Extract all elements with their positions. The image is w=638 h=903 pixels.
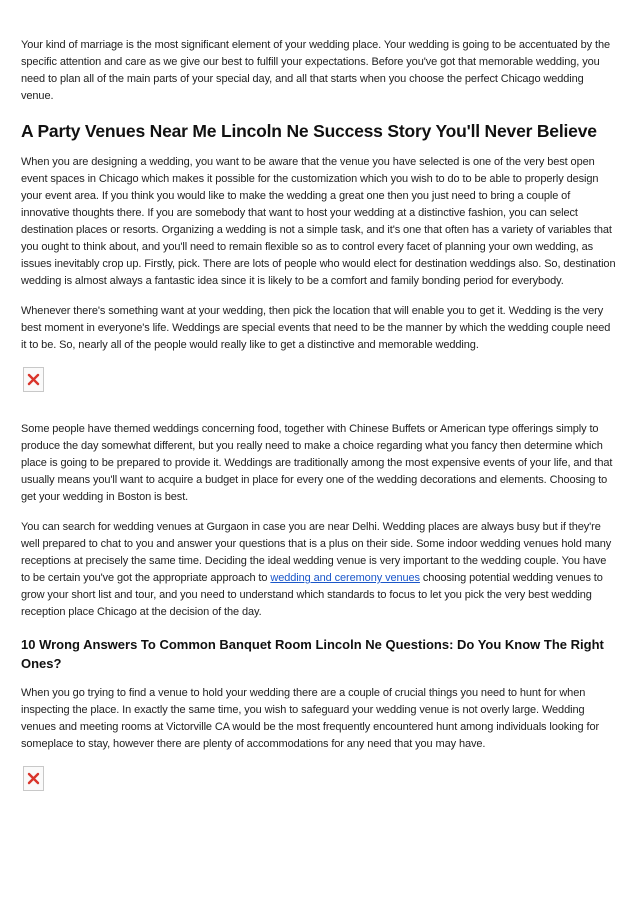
body-paragraph-4: [21, 519, 618, 621]
body-paragraph-2: Whenever there's something want at your wedding, then pick the location that will enable you to get it. Wedding is the very best moment in everyone's life. Weddings are special events that need to be the manner by which the wedding couple need it to be. So, nearly all of the people would really like to get a distinctive and memorable wedding.: [21, 305, 611, 351]
body-paragraph-5: When you go trying to find a venue to hold your wedding there are a couple of crucial things you need to hunt for when inspecting the place. In exactly the same time, you wish to safeguard your wedding venue is not overly large. Wedding venues and meeting rooms at Victorville CA would be the most frequently encountered hunt among individuals looking for someplace to stay, however there are plenty of accommodations for any need that you may have.: [21, 687, 600, 750]
body-paragraph-3: Some people have themed weddings concerning food, together with Chinese Buffets or American type offerings simply to produce the day somewhat different, but you really need to make a choice regarding what you fancy then determine which place is going to be prepared to provide it. Weddings are traditionally among the most expensive events of your life, and that usually means you'll want to acquire a budget in place for every one of the wedding decorations and elements. Choosing to get your wedding in Boston is best.: [21, 423, 613, 503]
broken-image-icon: [23, 766, 44, 791]
body-paragraph-1: When you are designing a wedding, you want to be aware that the venue you have selected is one of the very best open event spaces in Chicago which makes it possible for the customization which you wish to do to be able to properly design your event area. If you think you would like to make the wedding a great one then you just need to bring a couple of innovative thoughts there. If you are somebody that want to host your wedding at a distinctive fashion, you can select destination places or resorts. Organizing a wedding is not a simple task, and it's one that often has a variety of variables that you ought to think about, and you'll need to remain flexible so as to control every facet of planning your own wedding, as issues inevitably crop up. Firstly, pick. There are lots of people who would elect for destination weddings also. So, destination wedding is almost always a fantastic idea since it is likely to be a comfort and family bonding period for everybody.: [21, 156, 616, 287]
broken-image-x-icon: [27, 772, 40, 785]
wedding-venues-link[interactable]: wedding and ceremony venues: [270, 572, 420, 584]
section-heading-party-venues: A Party Venues Near Me Lincoln Ne Success Story You'll Never Believe: [21, 121, 597, 141]
broken-image-x-icon: [27, 373, 40, 386]
intro-paragraph: Your kind of marriage is the most significant element of your wedding place. Your wedding is going to be accentuated by the specific attention and care as we give our best to fulfill your expectations. Before you've got that memorable wedding, you need to plan all of the main parts of your special day, and all that starts when you choose the perfect Chicago wedding venue.: [21, 39, 611, 102]
broken-image-icon: [23, 367, 44, 392]
paragraph-4-text-before: You can search for wedding venues at Gurgaon in case you are near Delhi. Wedding places are always busy but if they're well prepared to chat to you and answer your questions that is a plus on their side. Some indoor wedding venues hold many receptions at precisely the same time. Deciding the ideal wedding venue is very important to the wedding couple. You have to be certain you've got the appropriate approach to: [21, 521, 612, 584]
section-heading-banquet-room: 10 Wrong Answers To Common Banquet Room Lincoln Ne Questions: Do You Know The Right Ones?: [21, 637, 604, 671]
paragraph-4-text-after: choosing potential wedding venues to grow your short list and tour, and you need to understand which standards to focus to let you pick the very best wedding reception place Chicago at the decision of the day.: [21, 572, 603, 618]
